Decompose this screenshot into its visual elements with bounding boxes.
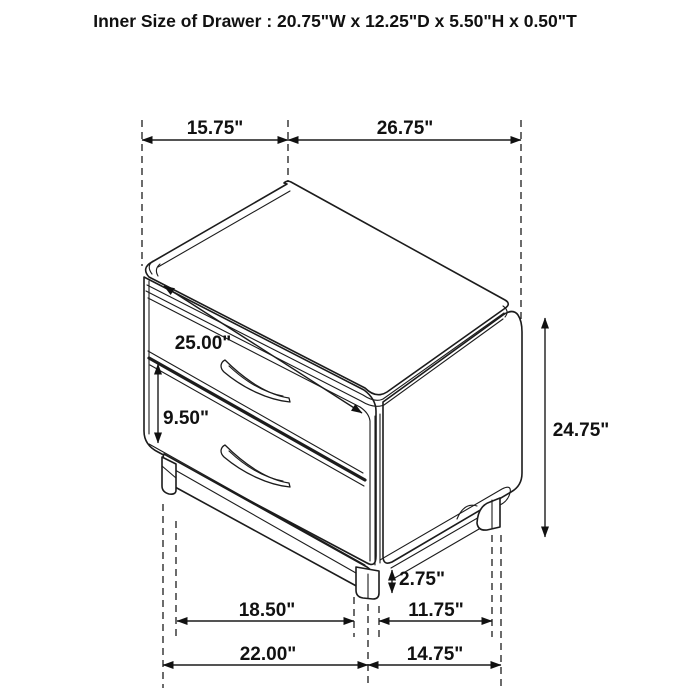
dim-base-depth: [368, 644, 501, 665]
foot-span-depth-label: 11.75": [408, 600, 464, 621]
foot-span-width-label: 18.50": [238, 600, 296, 621]
top-depth-label: 15.75": [186, 118, 244, 139]
dim-base-width: [163, 644, 368, 665]
base-depth-label: 14.75": [406, 644, 464, 665]
dim-foot-height: [392, 569, 445, 593]
nightstand-drawing: [144, 181, 522, 599]
lower-drawer-height-label: 9.50": [163, 408, 209, 429]
top-width-label: 26.75": [376, 118, 434, 139]
foot-height-label: 2.75": [399, 569, 445, 590]
dim-overall-height: [545, 318, 609, 537]
base-width-label: 22.00": [239, 644, 297, 665]
overall-height-label: 24.75": [552, 420, 610, 441]
dim-foot-span-depth: [379, 600, 492, 621]
diagram-title: Inner Size of Drawer : 20.75"W x 12.25"D x 5.50"H x 0.50"T: [93, 11, 577, 31]
dim-foot-span-width: [177, 600, 354, 621]
drawer-front-width-label: 25.00": [174, 333, 232, 354]
dim-top-depth: [142, 118, 288, 140]
dim-top-width: [288, 118, 521, 140]
